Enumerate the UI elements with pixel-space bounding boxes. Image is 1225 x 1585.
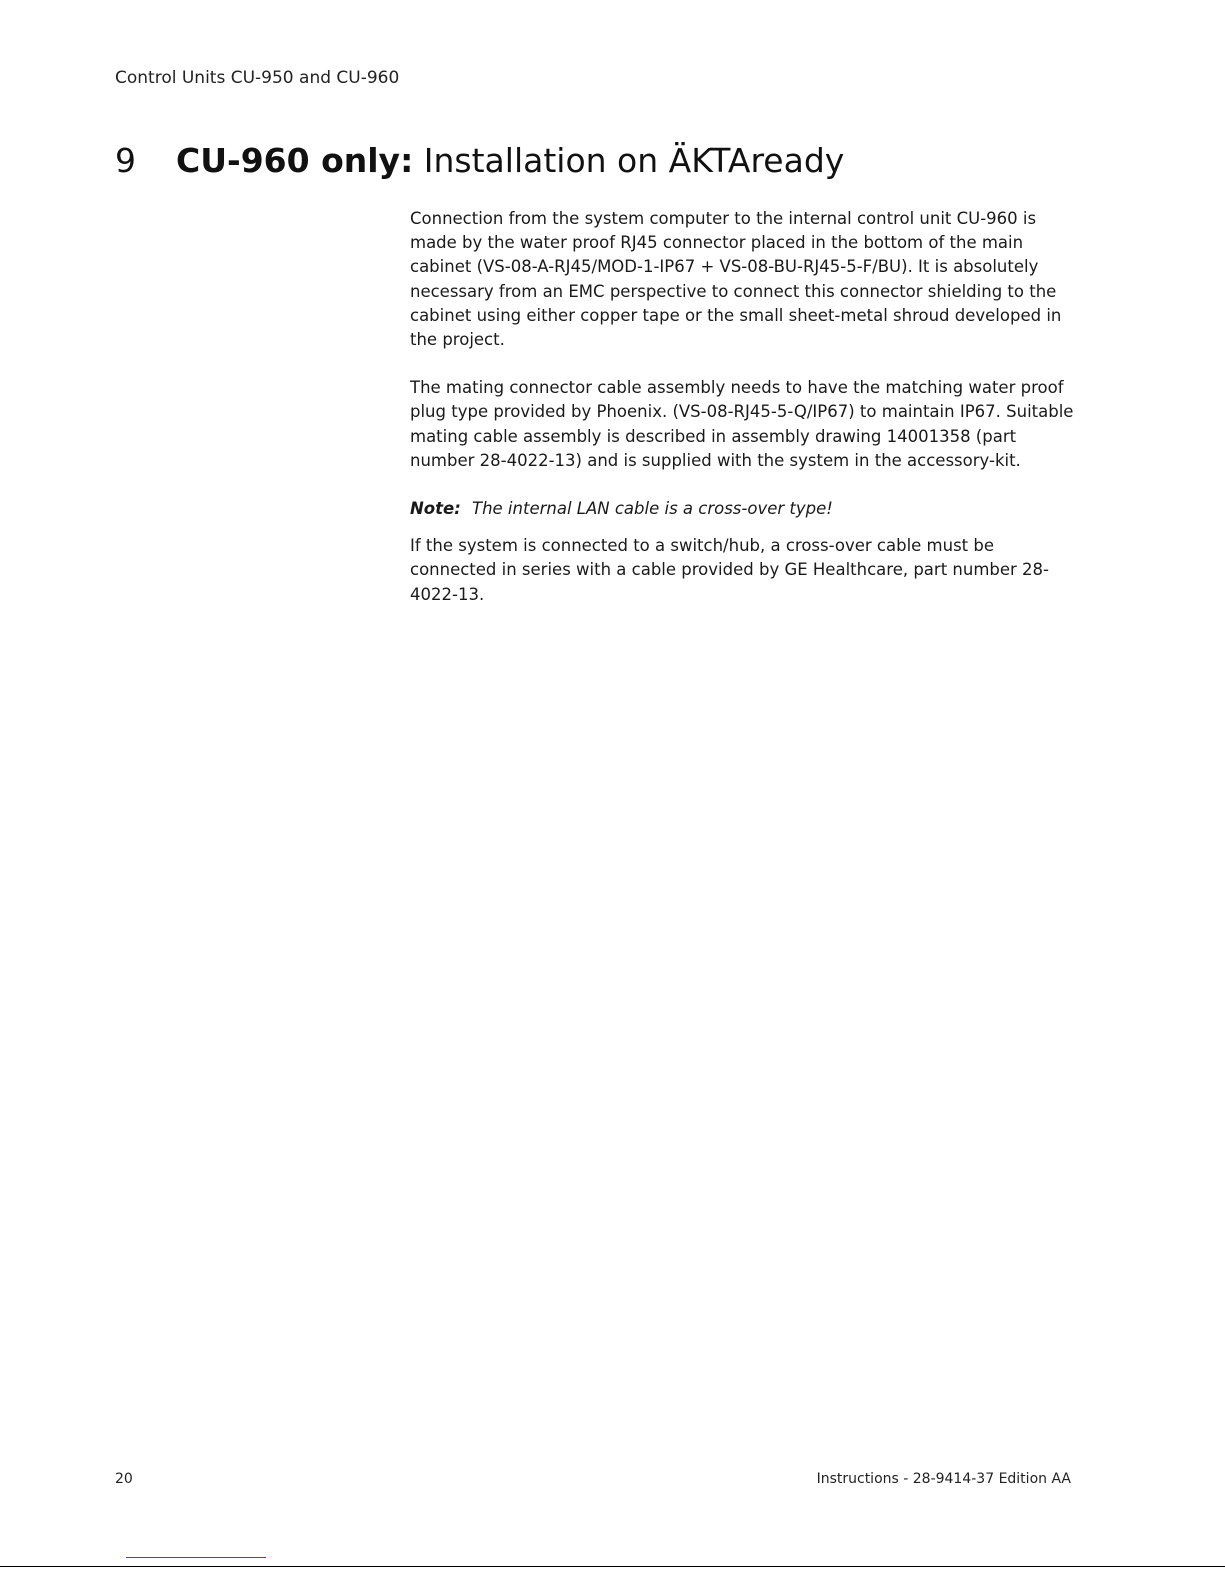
paragraph-mating-connector: The mating connector cable assembly needs to have the matching water proof plug type provided by Phoenix. (VS-08-RJ45-5-Q/IP67) to maintain IP67. Suitable mating cable assembly is described in assembly drawing 14001358 (part number 28-4022-13) and is supplied with the system in the accessory-kit. [410, 378, 1074, 470]
document-id: Instructions - 28-9414-37 Edition AA [816, 1471, 1071, 1487]
paragraph-switch-hub: If the system is connected to a switch/hub, a cross-over cable must be connected in series with a cable provided by GE Healthcare, part number 28-4022-13. [410, 536, 1050, 604]
chapter-number: 9 [115, 141, 136, 180]
paragraph-connection: Connection from the system computer to the internal control unit CU-960 is made by the water proof RJ45 connector placed in the bottom of the main cabinet (VS-08-A-RJ45/MOD-1-IP67 + VS-08-BU-RJ45-5-F/BU). It is absolutely necessary from an EMC perspective to connect this connector shielding to the cabinet using either copper tape or the small sheet-metal shroud developed in the project. [410, 209, 1062, 350]
note-label: Note: [410, 499, 461, 519]
bottom-divider [0, 1566, 1225, 1567]
chapter-title-bold: CU-960 only: [176, 141, 414, 180]
note [410, 497, 1082, 521]
chapter-heading [115, 140, 844, 182]
note-text: The internal LAN cable is a cross-over type! [472, 499, 833, 519]
bottom-link-underline [126, 1557, 266, 1558]
chapter-title: Installation on ÄKTAready [413, 141, 845, 180]
body-text [410, 207, 1082, 631]
page-number: 20 [115, 1471, 133, 1487]
running-header: Control Units CU-950 and CU-960 [115, 68, 400, 88]
